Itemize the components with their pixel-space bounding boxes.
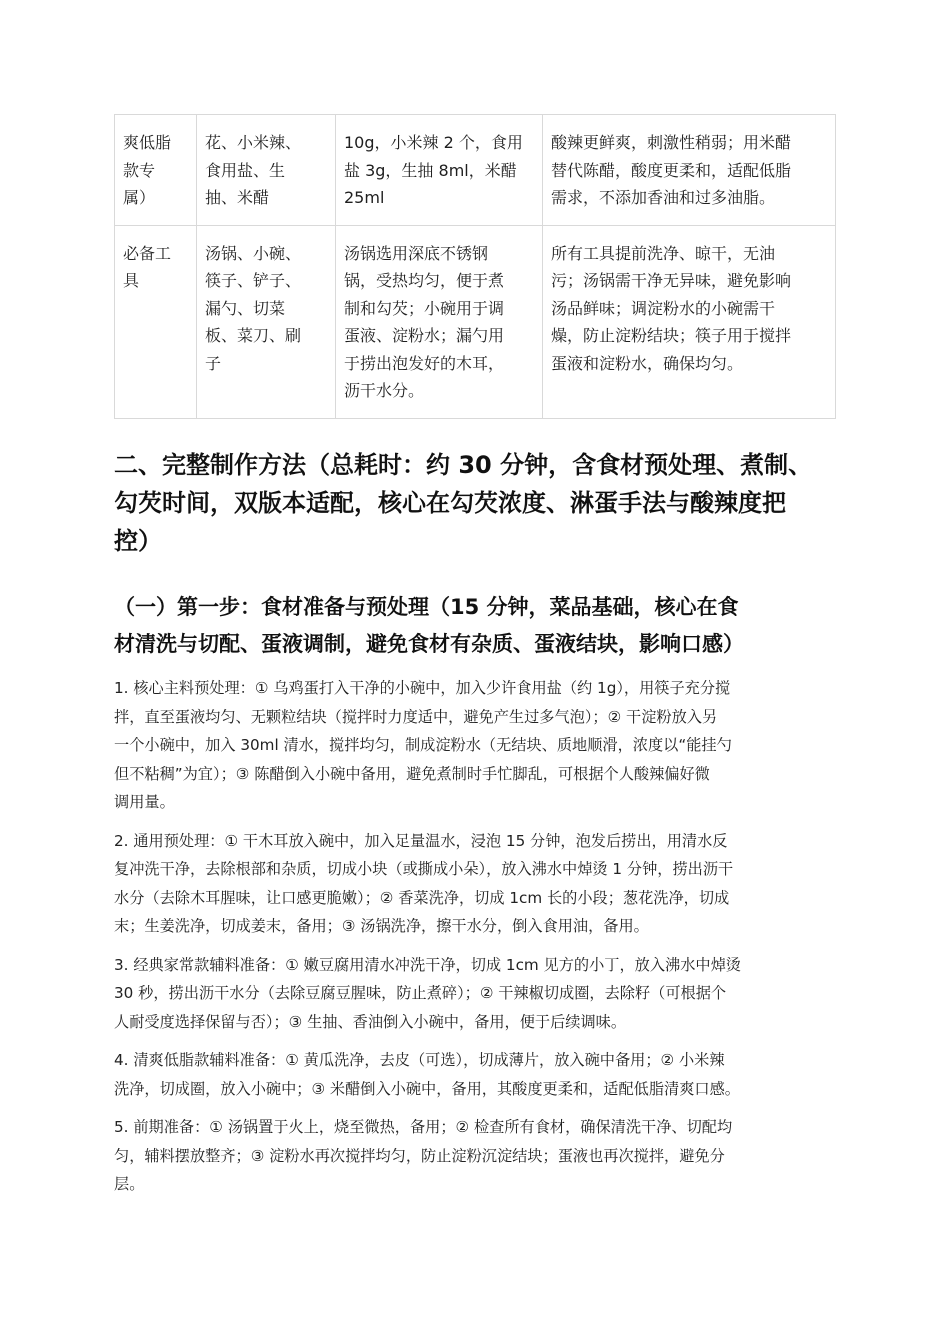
section-title-line: 控） (114, 527, 162, 555)
cell-text-line: 污；汤锅需干净无异味，避免影响 (551, 271, 792, 290)
cell-text-line: 必备工 (123, 243, 172, 263)
table-cell (197, 225, 336, 418)
step-text-line: 洗净，切成圈，放入小碗中；③ 米醋倒入小碗中，备用，其酸度更柔和，适配低脂清爽口感。 (114, 1079, 740, 1098)
table-cell (543, 225, 836, 418)
cell-text-line: 汤锅、小碗、 (205, 243, 302, 263)
step-text-line: 一个小碗中，加入 30ml 清水，搅拌均匀，制成淀粉水（无结块、质地顺滑，浓度以“能挂勺 (114, 736, 732, 754)
section-title-line: 勾芡时间，双版本适配，核心在勾芡浓度、淋蛋手法与酸辣度把 (114, 489, 786, 517)
cell-text-line: 筷子、铲子、 (205, 271, 302, 290)
steps-list (114, 674, 844, 1209)
step-title (114, 589, 844, 663)
step-text-line: 1. 核心主料预处理：① 乌鸡蛋打入干净的小碗中，加入少许食用盐（约 1g），用筷子充分搅 (114, 679, 731, 697)
step-title-line: （一）第一步：食材准备与预处理（15 分钟，菜品基础，核心在食 (114, 595, 739, 619)
table-body (115, 115, 836, 419)
cell-text-line: 板、菜刀、刷 (205, 326, 302, 345)
cell-text-line: 锅，受热均匀，便于煮 (344, 271, 505, 290)
cell-text-line: 需求，不添加香油和过多油脂。 (551, 188, 776, 207)
cell-text-line: 食用盐、生 (205, 160, 286, 180)
step-text-line: 复冲洗干净，去除根部和杂质，切成小块（或撕成小朵），放入沸水中焯烫 1 分钟，捞出沥干 (114, 860, 734, 878)
cell-text-line: 燥，防止淀粉结块；筷子用于搅拌 (551, 326, 792, 345)
step-paragraph (114, 1113, 844, 1199)
step-text-line: 4. 清爽低脂款辅料准备：① 黄瓜洗净，去皮（可选），切成薄片，放入碗中备用；② 小米辣 (114, 1051, 725, 1069)
step-text-line: 但不粘稠”为宜）；③ 陈醋倒入小碗中备用，避免煮制时手忙脚乱，可根据个人酸辣偏好微 (114, 764, 710, 783)
step-paragraph (114, 951, 844, 1037)
cell-text-line: 酸辣更鲜爽，刺激性稍弱；用米醋 (551, 133, 792, 152)
table-cell (115, 225, 197, 418)
step-paragraph (114, 674, 844, 817)
section-title (114, 446, 844, 560)
cell-text-line: 具 (123, 271, 140, 290)
table-cell (197, 115, 336, 226)
step-title-line: 材清洗与切配、蛋液调制，避免食材有杂质、蛋液结块，影响口感） (114, 632, 744, 656)
step-text-line: 拌，直至蛋液均匀、无颗粒结块（搅拌时力度适中，避免产生过多气泡）；② 干淀粉放入另 (114, 707, 718, 726)
cell-text-line: 属） (123, 188, 156, 207)
cell-text-line: 爽低脂 (123, 133, 172, 152)
step-text-line: 人耐受度选择保留与否）；③ 生抽、香油倒入小碗中，备用，便于后续调味。 (114, 1012, 627, 1031)
table-cell (115, 115, 197, 226)
cell-text-line: 10g，小米辣 2 个，食用 (344, 133, 523, 152)
step-text-line: 层。 (114, 1175, 145, 1193)
step-paragraph (114, 827, 844, 941)
step-text-line: 5. 前期准备：① 汤锅置于火上，烧至微热，备用；② 检查所有食材，确保清洗干净、切配均 (114, 1118, 733, 1136)
cell-text-line: 蛋液、淀粉水；漏勺用 (344, 326, 505, 345)
table-row (115, 115, 836, 226)
table-cell (336, 225, 543, 418)
step-text-line: 30 秒，捞出沥干水分（去除豆腐豆腥味，防止煮碎）；② 干辣椒切成圈，去除籽（可根据个 (114, 984, 727, 1002)
ingredients-table (114, 114, 836, 419)
step-text-line: 2. 通用预处理：① 干木耳放入碗中，加入足量温水，浸泡 15 分钟，泡发后捞出，用清水反 (114, 831, 728, 850)
cell-text-line: 汤品鲜味；调淀粉水的小碗需干 (551, 298, 776, 318)
cell-text-line: 制和勾芡；小碗用于调 (344, 298, 505, 318)
step-paragraph (114, 1046, 844, 1103)
cell-text-line: 盐 3g，生抽 8ml，米醋 (344, 160, 517, 180)
step-text-line: 调用量。 (114, 793, 175, 811)
step-text-line: 末；生姜洗净，切成姜末，备用；③ 汤锅洗净，擦干水分，倒入食用油，备用。 (114, 917, 649, 935)
table-row (115, 225, 836, 418)
cell-text-line: 抽、米醋 (205, 188, 270, 207)
step-text-line: 3. 经典家常款辅料准备：① 嫩豆腐用清水冲洗干净，切成 1cm 见方的小丁，放入沸水中焯烫 (114, 955, 741, 974)
step-text-line: 水分（去除木耳腥味，让口感更脆嫩）；② 香菜洗净，切成 1cm 长的小段；葱花洗净，切成 (114, 888, 730, 907)
cell-text-line: 款专 (123, 160, 156, 180)
cell-text-line: 漏勺、切菜 (205, 298, 286, 318)
cell-text-line: 花、小米辣、 (205, 133, 302, 152)
table-cell (336, 115, 543, 226)
cell-text-line: 沥干水分。 (344, 381, 425, 400)
cell-text-line: 25ml (344, 188, 385, 207)
table-cell (543, 115, 836, 226)
cell-text-line: 于捞出泡发好的木耳， (344, 353, 505, 373)
cell-text-line: 所有工具提前洗净、晾干，无油 (551, 243, 776, 263)
cell-text-line: 子 (205, 353, 222, 373)
cell-text-line: 汤锅选用深底不锈钢 (344, 243, 489, 263)
step-text-line: 匀，辅料摆放整齐；③ 淀粉水再次搅拌均匀，防止淀粉沉淀结块；蛋液也再次搅拌，避免分 (114, 1146, 725, 1165)
cell-text-line: 替代陈醋，酸度更柔和，适配低脂 (551, 160, 792, 180)
section-title-line: 二、完整制作方法（总耗时：约 30 分钟，含食材预处理、煮制、 (114, 451, 813, 479)
cell-text-line: 蛋液和淀粉水，确保均匀。 (551, 353, 744, 373)
